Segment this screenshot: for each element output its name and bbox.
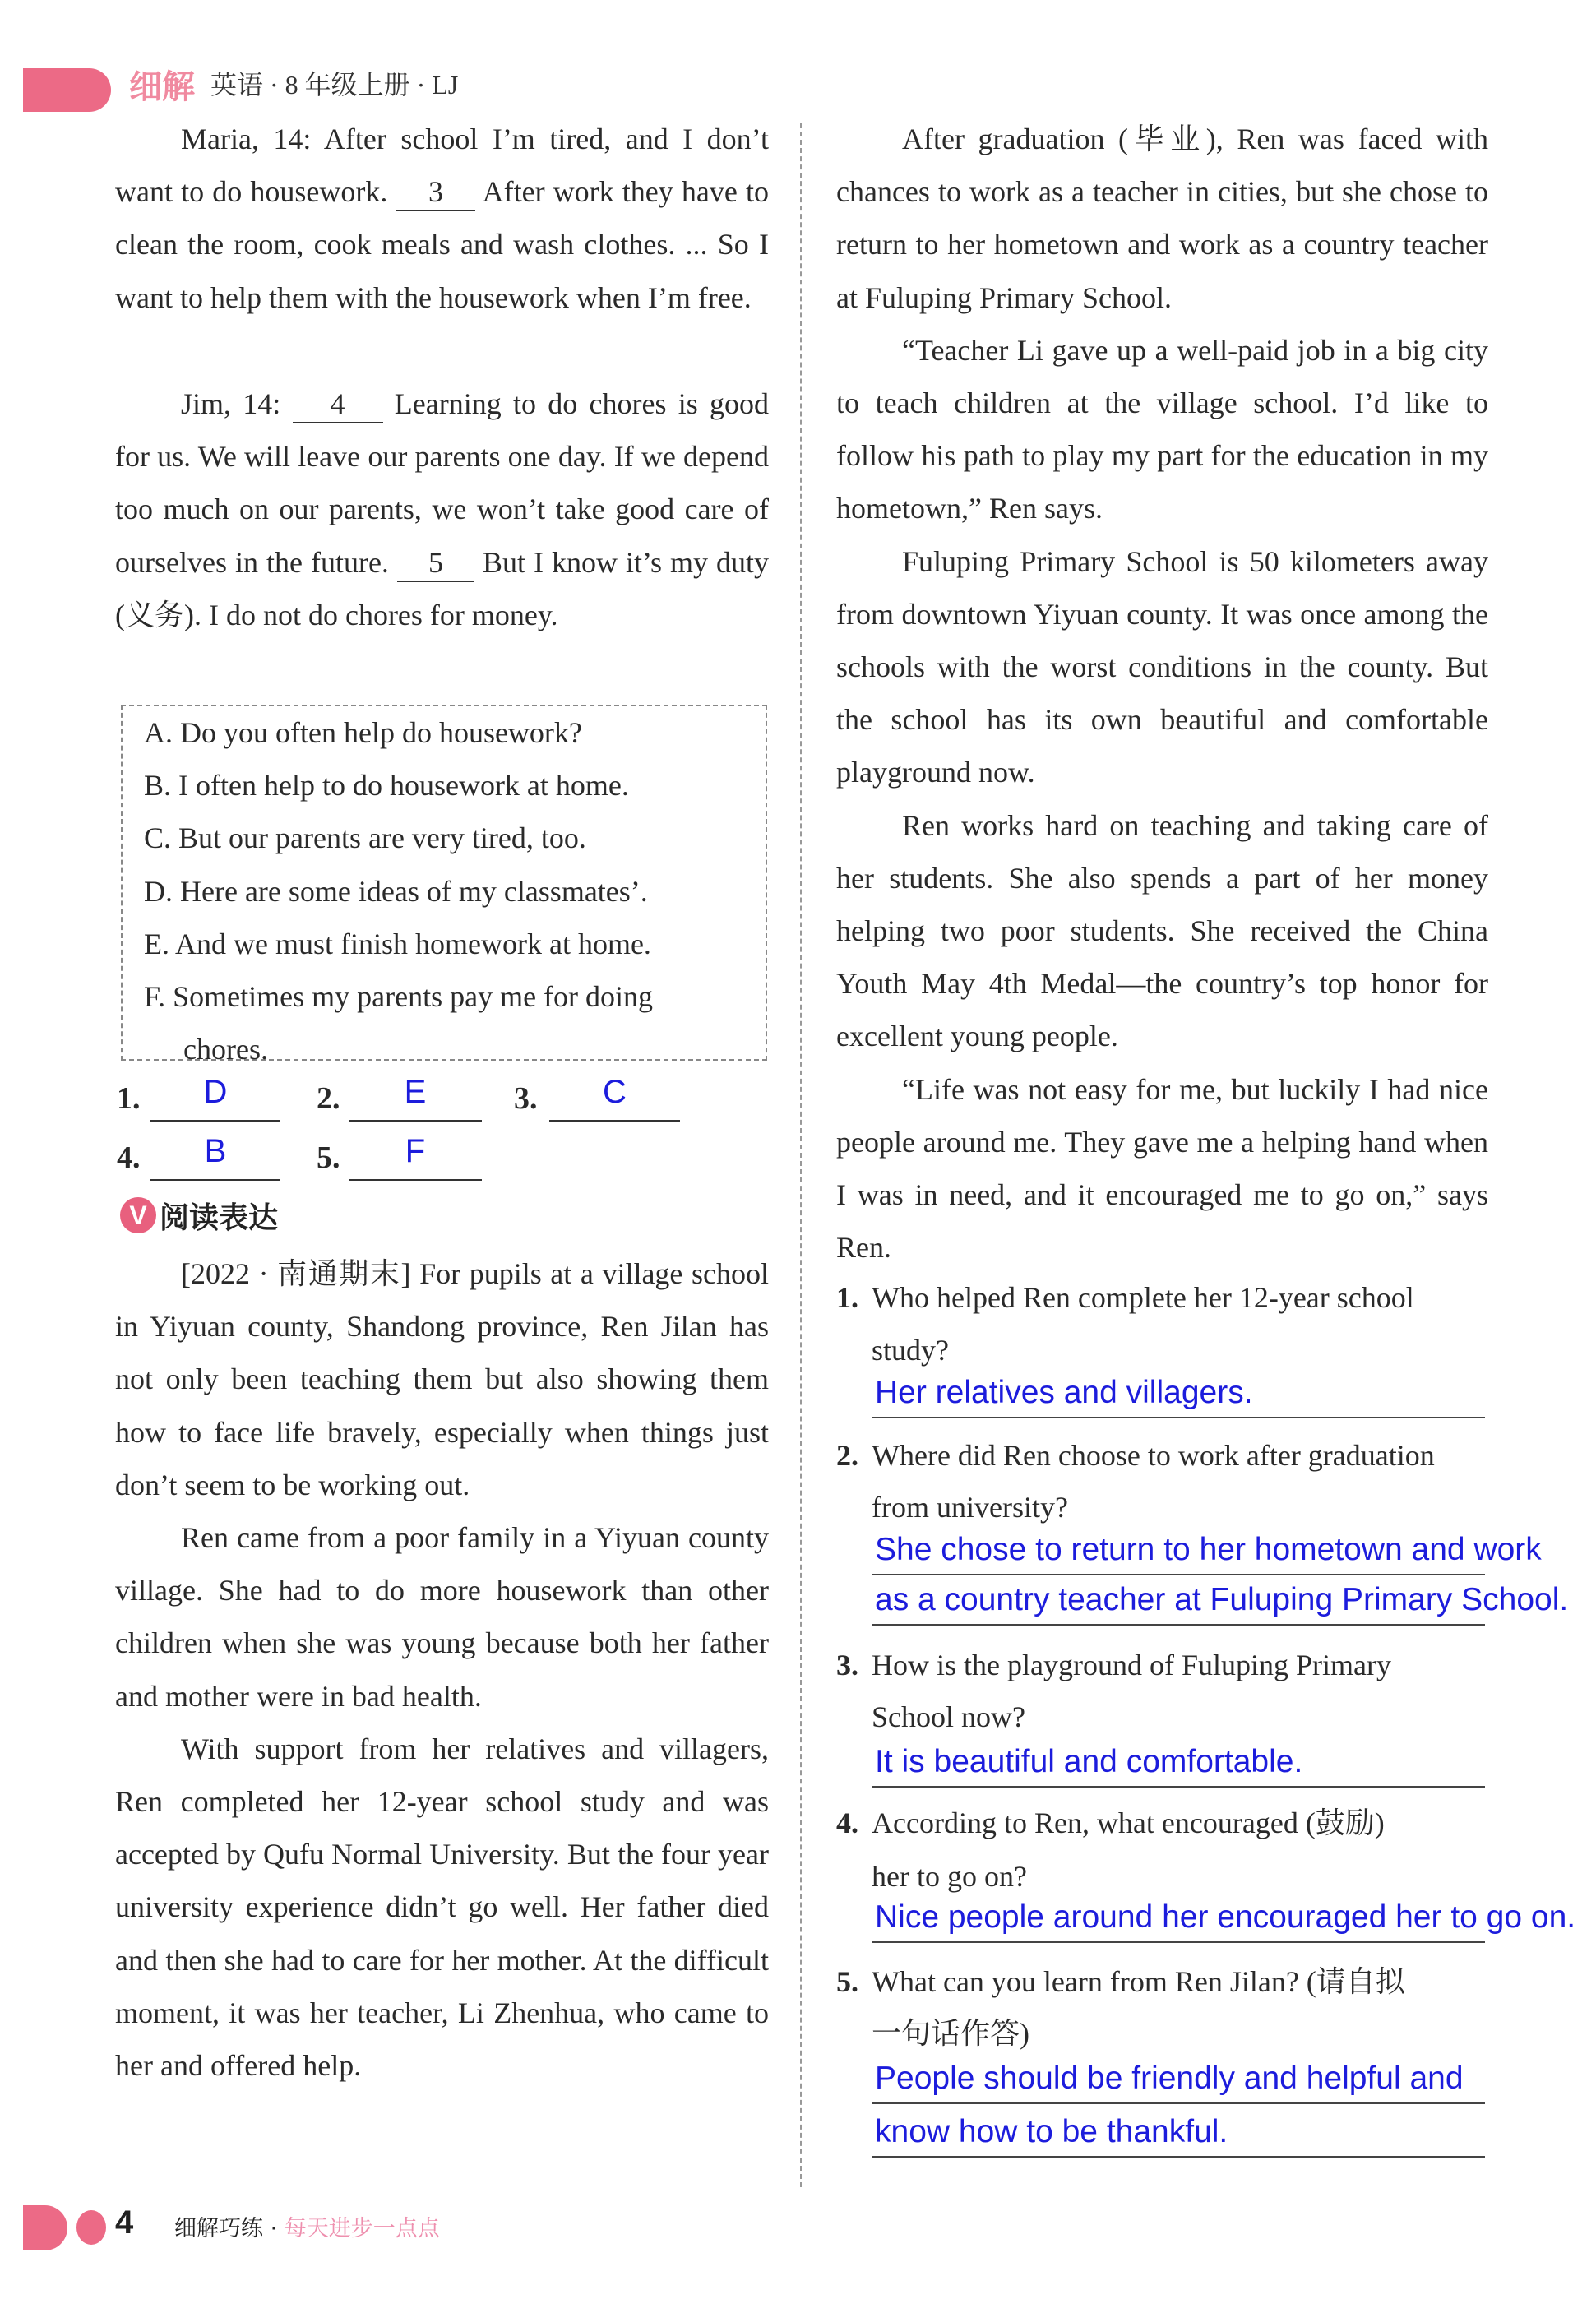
- footer-text: [174, 2210, 440, 2242]
- footer-brand: 细解巧练 ·: [174, 2216, 285, 2241]
- answer-num-4: 4.: [117, 1140, 141, 1175]
- text: Maria, 14: After school I’m tired, and I don’t want to do housework.: [115, 123, 769, 209]
- section-title: 阅读表达: [160, 1200, 279, 1235]
- blank-5: 5: [397, 544, 474, 582]
- passage-paragraph: “Teacher Li gave up a well-paid job in a big city to teach children at the village school. I’d like to follow his path to play my part for the education in my hometown,” Ren says.: [836, 333, 1488, 525]
- question-number: 5.: [836, 1965, 858, 1998]
- text: But I know it’s my duty (义务). I do not do chores for money.: [115, 545, 769, 631]
- question-text: from university?: [872, 1491, 1068, 1524]
- question-text: According to Ren, what encouraged (鼓励): [872, 1806, 1385, 1839]
- passage-paragraph: Ren works hard on teaching and taking care of her students. She also spends a part of her money helping two poor students. She received the China Youth May 4th Medal—the country’s top honor for excellent young people.: [836, 808, 1488, 1053]
- question-text: Where did Ren choose to work after graduation: [872, 1439, 1435, 1472]
- footer-slogan: 每天进步一点点: [284, 2216, 440, 2241]
- answer-2: E: [349, 1069, 482, 1122]
- question-text: study?: [872, 1334, 949, 1367]
- passage-paragraph: Fuluping Primary School is 50 kilometers away from downtown Yiyuan county. It was once among the schools with the worst conditions in the county. But the school has its own beautiful and comfortable playground now.: [836, 544, 1488, 789]
- option-f-cont: chores.: [183, 1033, 268, 1066]
- passage-paragraph: “Life was not easy for me, but luckily I had nice people around me. They gave me a helping hand when I was in need, and it encouraged me to go on,” says Ren.: [836, 1072, 1488, 1265]
- maria-paragraph: [115, 113, 769, 324]
- section-number-badge: V: [120, 1197, 156, 1233]
- header-title: 英语 · 8 年级上册 · LJ: [210, 70, 459, 99]
- option-d: D. Here are some ideas of my classmates’.: [144, 874, 648, 908]
- question-text: her to go on?: [872, 1860, 1027, 1893]
- question-text: Who helped Ren complete her 12-year school: [872, 1281, 1414, 1314]
- header-logo: 细解: [129, 68, 195, 106]
- option-b: B. I often help to do housework at home.: [144, 769, 629, 803]
- passage-paragraph: With support from her relatives and villagers, Ren completed her 12-year school study and was accepted by Qufu Normal University. But the four year university experience didn’t go well. Her father died and then she had to care for her mother. At the difficult moment, it was her teacher, Li Zhenhua, who came to her and offered help.: [115, 1732, 769, 2083]
- text: Learning to do chores is good for us. We will leave our parents one day. If we depend too much on our parents, we won’t take good care of ourselves in the future.: [115, 387, 770, 579]
- footer-decoration: [23, 2205, 67, 2250]
- blank-3: 3: [396, 173, 475, 211]
- answer-line: know how to be thankful.: [872, 2105, 1485, 2158]
- question-text: 一句话作答): [872, 2017, 1029, 2050]
- header-decoration: [23, 68, 111, 112]
- passage-paragraph: Ren came from a poor family in a Yiyuan county village. She had to do more housework than other children when she was young because both her father and mother were in bad health.: [115, 1521, 769, 1713]
- option-f: F. Sometimes my parents pay me for doing: [144, 980, 654, 1014]
- options-box: [121, 705, 767, 1066]
- question-number: 4.: [836, 1806, 858, 1839]
- passage-left: [115, 1247, 769, 2092]
- passage-paragraph: After graduation (毕业), Ren was faced with chances to work as a teacher in cities, but she chose to return to her hometown and work as a country teacher at Fuluping Primary School.: [836, 123, 1488, 314]
- footer-dot: [76, 2210, 106, 2245]
- answer-line: People should be friendly and helpful and: [872, 2052, 1485, 2104]
- option-e: E. And we must finish homework at home.: [144, 927, 651, 960]
- question-text: How is the playground of Fuluping Primary: [872, 1649, 1391, 1681]
- passage-paragraph: [2022 · 南通期末] For pupils at a village school in Yiyuan county, Shandong province, Ren Jilan has not only been teaching them but also showing them how to face life bravely, especially when things just don’t seem to be working out.: [115, 1257, 769, 1501]
- question-number: 2.: [836, 1439, 858, 1472]
- option-c: C. But our parents are very tired, too.: [144, 821, 586, 855]
- jim-paragraph: [115, 377, 769, 641]
- column-divider: [800, 123, 802, 2187]
- answer-line: Her relatives and villagers.: [872, 1366, 1485, 1418]
- answer-line: It is beautiful and comfortable.: [872, 1735, 1485, 1788]
- page-number: 4: [115, 2204, 134, 2241]
- text: After work they have to clean the room, cook meals and wash clothes. ... So I want to help them with the housework when I’m free.: [115, 175, 769, 314]
- answer-5: F: [349, 1128, 482, 1181]
- answer-line: She chose to return to her hometown and work: [872, 1523, 1485, 1575]
- answer-line: as a country teacher at Fuluping Primary School.: [872, 1573, 1485, 1626]
- answer-line: Nice people around her encouraged her to go on.: [872, 1890, 1485, 1943]
- answer-num-1: 1.: [117, 1081, 141, 1116]
- question-text: School now?: [872, 1700, 1025, 1733]
- blank-4: 4: [293, 386, 383, 423]
- answer-4: B: [150, 1128, 280, 1181]
- answer-3: C: [549, 1069, 680, 1122]
- option-a: A. Do you often help do housework?: [144, 716, 582, 749]
- question-number: 1.: [836, 1281, 858, 1314]
- question-text: What can you learn from Ren Jilan? (请自拟: [872, 1965, 1405, 1998]
- answer-num-5: 5.: [317, 1140, 340, 1175]
- answer-num-2: 2.: [317, 1081, 340, 1116]
- passage-right: [836, 113, 1488, 1274]
- text: Jim, 14:: [181, 387, 293, 420]
- question-number: 3.: [836, 1649, 858, 1681]
- section-header: [120, 1195, 278, 1236]
- answer-num-3: 3.: [514, 1081, 538, 1116]
- answer-1: D: [150, 1069, 280, 1122]
